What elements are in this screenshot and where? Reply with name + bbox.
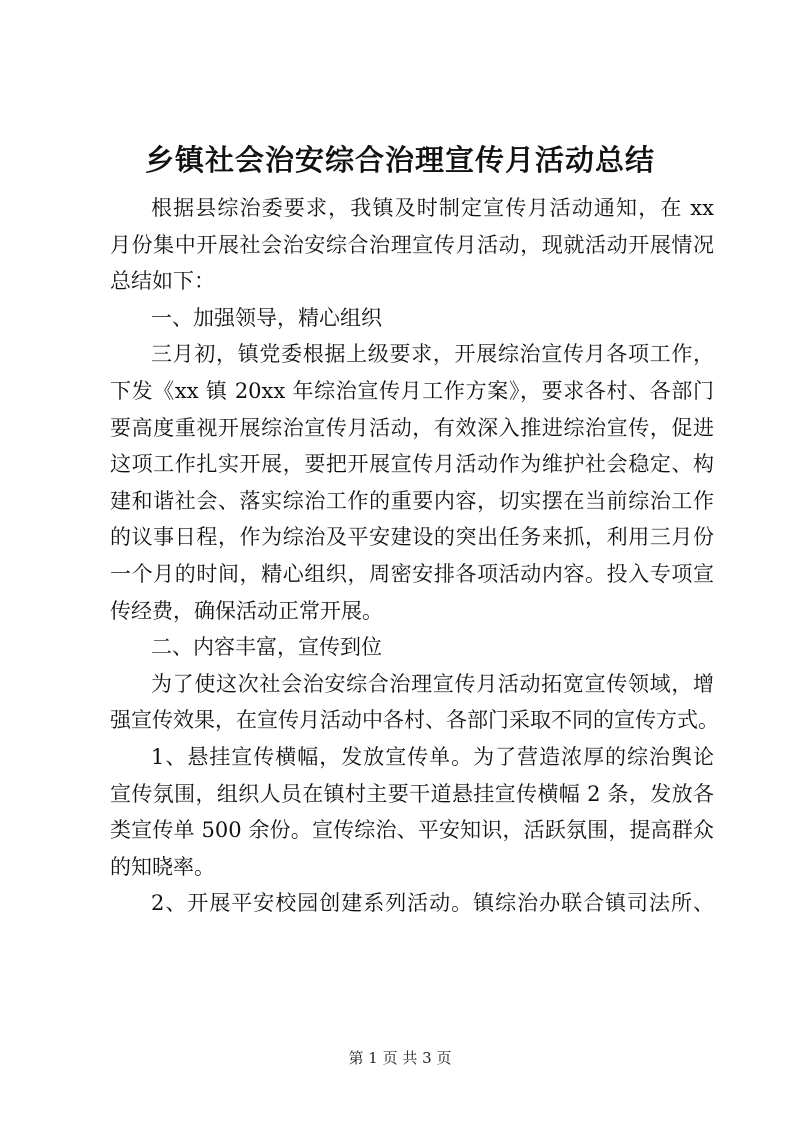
body-line: 强宣传效果，在宣传月活动中各村、各部门采取不同的宣传方式。	[110, 708, 719, 733]
body-line: 二、内容丰富，宣传到位	[151, 635, 382, 660]
body-line: 总结如下：	[110, 269, 215, 294]
body-line: 三月初，镇党委根据上级要求，开展综治宣传月各项工作，	[151, 342, 714, 367]
body-line: 1、悬挂宣传横幅，发放宣传单。为了营造浓厚的综治舆论	[151, 744, 714, 769]
document-title: 乡镇社会治安综合治理宣传月活动总结	[144, 143, 655, 177]
body-line: 宣传氛围，组织人员在镇村主要干道悬挂宣传横幅 2 条，发放各	[110, 781, 714, 806]
body-line: 为了使这次社会治安综合治理宣传月活动拓宽宣传领域，增	[151, 671, 714, 696]
body-line: 一个月的时间，精心组织，周密安排各项活动内容。投入专项宣	[110, 561, 714, 586]
body-line: 要高度重视开展综治宣传月活动，有效深入推进综治宣传，促进	[110, 415, 714, 440]
body-line: 2、开展平安校园创建系列活动。镇综治办联合镇司法所、	[151, 891, 714, 916]
page-footer: 第 1 页 共 3 页	[348, 1049, 452, 1067]
body-line: 一、加强领导，精心组织	[151, 305, 382, 330]
body-line: 这项工作扎实开展，要把开展宣传月活动作为维护社会稳定、构	[110, 452, 714, 477]
body-line: 下发《xx 镇 20xx 年综治宣传月工作方案》，要求各村、各部门	[110, 378, 714, 403]
body-line: 建和谐社会、落实综治工作的重要内容，切实摆在当前综治工作	[110, 488, 714, 513]
body-line: 根据县综治委要求，我镇及时制定宣传月活动通知，在 xx	[151, 196, 714, 220]
body-line: 的知晓率。	[110, 854, 215, 879]
body-line: 类宣传单 500 余份。宣传综治、平安知识，活跃氛围，提高群众	[110, 818, 714, 843]
body-line: 的议事日程，作为综治及平安建设的突出任务来抓，利用三月份	[110, 525, 714, 550]
document-body	[110, 190, 719, 922]
body-line: 传经费，确保活动正常开展。	[110, 598, 383, 623]
body-line: 月份集中开展社会治安综合治理宣传月活动，现就活动开展情况	[110, 232, 714, 257]
